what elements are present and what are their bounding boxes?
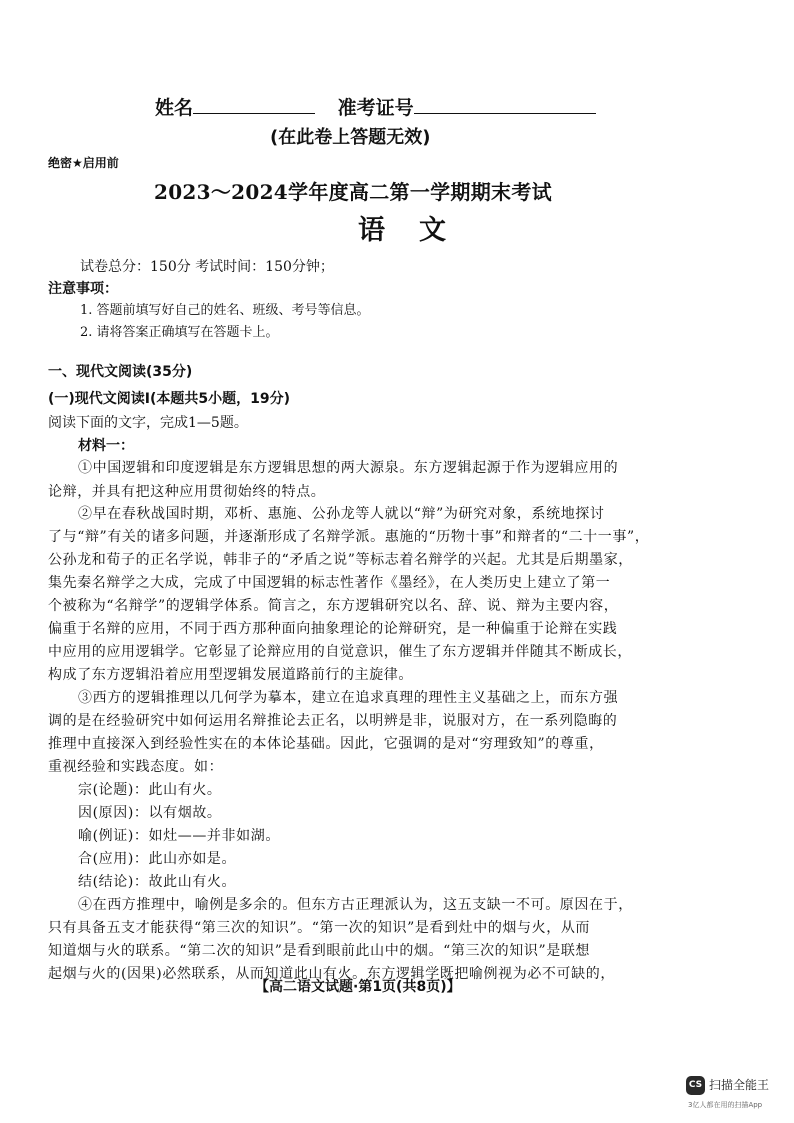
syllogism-line: 因(原因)：以有烟故。 <box>78 805 222 821</box>
syllogism-line: 喻(例证)：如灶——并非如湖。 <box>78 828 280 844</box>
passage-line: 了与“辩”有关的诸多问题，并逐渐形成了名辩学派。惠施的“历物十事”和辩者的“二十一事”， <box>48 529 650 545</box>
note-item: 2. 请将答案正确填写在答题卡上。 <box>80 325 279 340</box>
passage-line: 偏重于名辩的应用，不同于西方那种面向抽象理论的论辩研究，是一种偏重于论辩在实践 <box>48 621 618 637</box>
passage-line: ②早在春秋战国时期，邓析、惠施、公孙龙等人就以“辩”为研究对象，系统地探讨 <box>78 506 605 522</box>
passage-line: ③西方的逻辑推理以几何学为摹本，建立在追求真理的理性主义基础之上，而东方强 <box>78 690 619 706</box>
subject-title: 语文 <box>358 215 480 246</box>
syllogism-line: 合(应用)：此山亦如是。 <box>78 851 237 867</box>
subsection-title: (一)现代文阅读Ⅰ(本题共5小题，19分) <box>48 391 291 407</box>
name-blank-line <box>193 97 315 114</box>
passage-line: 公孙龙和荀子的正名学说，韩非子的“矛盾之说”等标志着名辩学的兴起。尤其是后期墨家， <box>48 552 633 568</box>
passage-line: 调的是在经验研究中如何运用名辩推论去正名，以明辨是非，说服对方，在一系列隐晦的 <box>48 713 618 729</box>
passage-line: ④在西方推理中，喻例是多余的。但东方古正理派认为，这五支缺一不可。原因在于， <box>78 897 633 913</box>
section-title: 一、现代文阅读(35分) <box>48 364 193 380</box>
no-answer-note: (在此卷上答题无效) <box>270 127 431 148</box>
syllogism-line: 结(结论)：故此山有火。 <box>78 874 237 890</box>
passage-line: 中应用的应用逻辑学。它彰显了论辩应用的自觉意识，催生了东方逻辑并伴随其不断成长， <box>48 644 632 660</box>
passage-line: 起烟与火的(因果)必然联系，从而知道此山有火。东方逻辑学既把喻例视为必不可缺的， <box>48 966 615 982</box>
scanner-watermark <box>686 1074 790 1114</box>
scanner-tagline: 3亿人都在用的扫描App <box>688 1101 763 1109</box>
exam-info: 试卷总分：150分 考试时间：150分钟； <box>80 259 334 275</box>
exam-id-blank-line <box>414 97 596 114</box>
passage-line: 推理中直接深入到经验性实在的本体论基础。因此，它强调的是对“穷理致知”的尊重， <box>48 736 604 752</box>
scanner-app-name: 扫描全能王 <box>709 1078 770 1092</box>
camscanner-logo-icon: CS <box>686 1076 705 1095</box>
syllogism-line: 宗(论题)：此山有火。 <box>78 782 222 798</box>
passage-line: 构成了东方逻辑沿着应用型逻辑发展道路前行的主旋律。 <box>48 667 413 683</box>
material-label: 材料一： <box>78 438 134 454</box>
name-label: 姓名 <box>155 97 194 119</box>
passage-line: 知道烟与火的联系。“第二次的知识”是看到眼前此山中的烟。“第三次的知识”是联想 <box>48 943 591 959</box>
passage-line: 个被称为“名辩学”的逻辑学体系。简言之，东方逻辑研究以名、辞、说、辩为主要内容， <box>48 598 619 614</box>
page-footer: 【高二语文试题·第1页(共8页)】 <box>255 979 461 995</box>
passage-line: 只有具备五支才能获得“第三次的知识”。“第一次的知识”是看到灶中的烟与火，从而 <box>48 920 591 936</box>
passage-line: 集先秦名辩学之大成，完成了中国逻辑的标志性著作《墨经》，在人类历史上建立了第一 <box>48 575 611 591</box>
passage-line: 重视经验和实践态度。如： <box>48 759 224 775</box>
reading-instruction: 阅读下面的文字，完成1—5题。 <box>48 415 248 431</box>
passage-line: ①中国逻辑和印度逻辑是东方逻辑思想的两大源泉。东方逻辑起源于作为逻辑应用的 <box>78 460 619 476</box>
exam-title: 2023～2024学年度高二第一学期期末考试 <box>154 180 552 204</box>
passage-line: 论辩，并具有把这种应用贯彻始终的特点。 <box>48 484 326 500</box>
exam-id-label: 准考证号 <box>337 97 414 119</box>
notes-label: 注意事项： <box>48 281 118 297</box>
secret-mark: 绝密★启用前 <box>48 156 119 170</box>
candidate-info-row <box>155 93 596 120</box>
note-item: 1. 答题前填写好自己的姓名、班级、考号等信息。 <box>80 303 370 318</box>
